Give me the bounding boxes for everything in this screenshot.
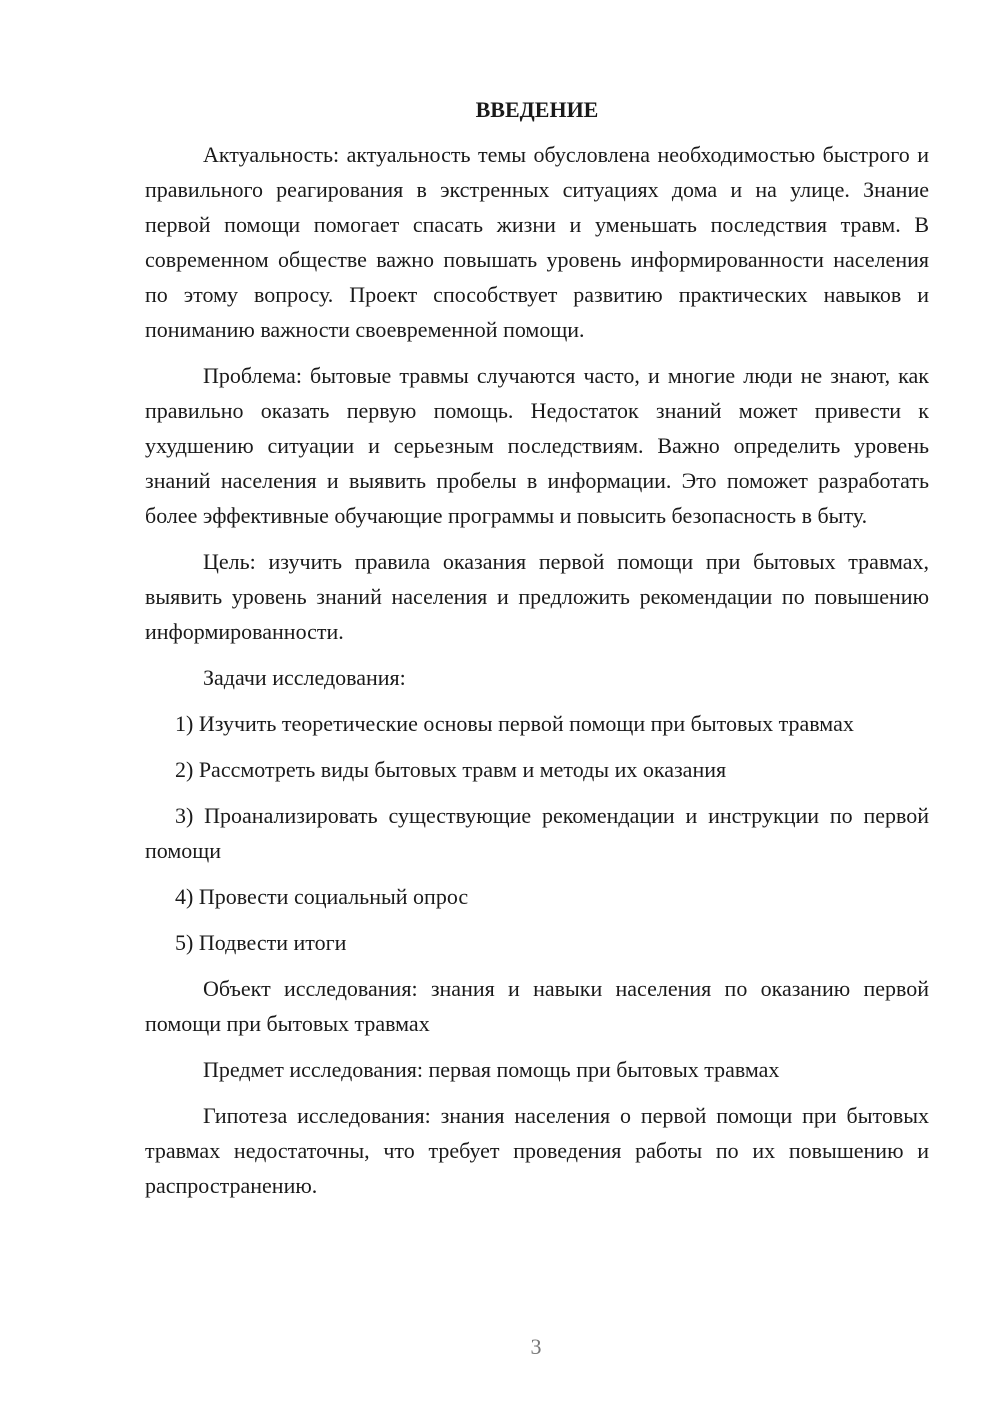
task-item-5: 5) Подвести итоги: [175, 930, 347, 955]
task-item-1: 1) Изучить теоретические основы первой помощи при бытовых травмах: [175, 711, 854, 736]
task-item-3: 3) Проанализировать существующие рекомендации и инструкции по первой помощи: [145, 803, 929, 863]
problem-paragraph: Проблема: бытовые травмы случаются часто, и многие люди не знают, как правильно оказать первую помощь. Недостаток знаний может привести к ухудшению ситуации и серьезным последствиям. Важно определить уровень знаний населения и выявить пробелы в информации. Это поможет разработать более эффективные обучающие программы и повысить безопасность в быту.: [145, 363, 929, 528]
object-paragraph: Объект исследования: знания и навыки населения по оказанию первой помощи при бытовых травмах: [145, 976, 929, 1036]
tasks-title: Задачи исследования:: [203, 665, 406, 690]
page-number: 3: [530, 1334, 542, 1359]
page-title: ВВЕДЕНИЕ: [475, 97, 599, 122]
goal-paragraph: Цель: изучить правила оказания первой помощи при бытовых травмах, выявить уровень знаний населения и предложить рекомендации по повышению информированности.: [145, 549, 929, 644]
task-item-2: 2) Рассмотреть виды бытовых травм и методы их оказания: [175, 757, 727, 782]
subject-paragraph: Предмет исследования: первая помощь при бытовых травмах: [203, 1057, 780, 1082]
document-page: [145, 95, 929, 1214]
hypothesis-paragraph: Гипотеза исследования: знания населения о первой помощи при бытовых травмах недостаточны, что требует проведения работы по их повышению и распространению.: [145, 1103, 929, 1198]
task-item-4: 4) Провести социальный опрос: [175, 884, 469, 909]
relevance-paragraph: Актуальность: актуальность темы обусловлена необходимостью быстрого и правильного реагирования в экстренных ситуациях дома и на улице. Знание первой помощи помогает спасать жизни и уменьшать последствия травм. В современном обществе важно повышать уровень информированности населения по этому вопросу. Проект способствует развитию практических навыков и пониманию важности своевременной помощи.: [145, 142, 929, 342]
